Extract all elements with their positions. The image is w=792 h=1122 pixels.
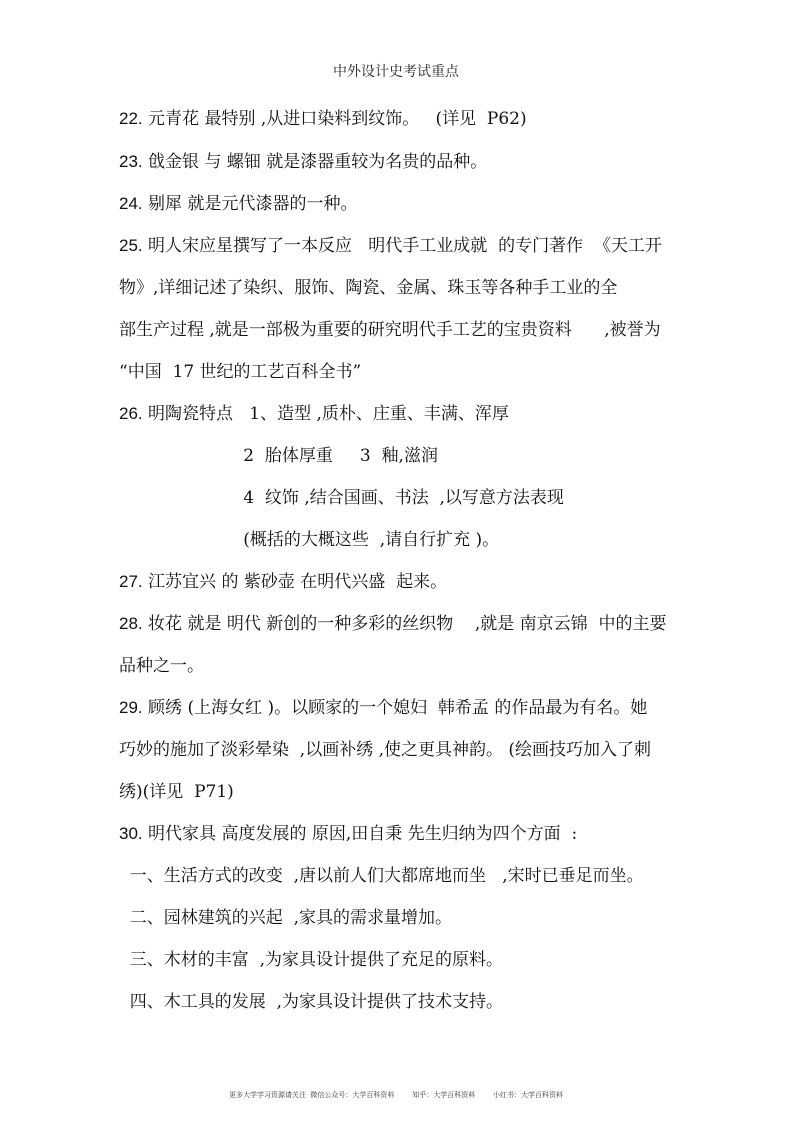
page-header: 中外设计史考试重点 xyxy=(333,64,459,80)
line-text: 4 纹饰 ,结合国画、书法 ,以写意方法表现 xyxy=(119,488,564,508)
line-text: 二、园林建筑的兴起 ,家具的需求量增加。 xyxy=(119,908,453,928)
line-text: “中国 17 世纪的工艺百科全书” xyxy=(119,362,362,382)
line-text: 妆花 就是 明代 新创的一种多彩的丝织物 ,就是 南京云锦 中的主要 xyxy=(142,614,667,634)
item-number: 23. xyxy=(119,152,143,171)
item-number: 28. xyxy=(119,614,143,633)
line-text: 三、木材的丰富 ,为家具设计提供了充足的原料。 xyxy=(119,950,504,970)
item-number: 22. xyxy=(119,109,143,128)
text-line-26 xyxy=(119,403,509,425)
item-number: 27. xyxy=(119,572,143,591)
line-text: 四、木工具的发展 ,为家具设计提供了技术支持。 xyxy=(119,992,504,1012)
line-text: 巧妙的施加了淡彩晕染 ,以画补绣 ,使之更具神韵。 (绘画技巧加入了刺 xyxy=(119,740,652,760)
text-line-25 xyxy=(119,235,662,257)
item-number: 24. xyxy=(119,194,143,213)
text-line-30-point-3 xyxy=(119,949,503,971)
item-number: 25. xyxy=(119,236,143,255)
line-text: 品种之一。 xyxy=(119,656,204,676)
text-line-29-cont-2 xyxy=(119,781,234,803)
text-line-23 xyxy=(119,151,487,173)
text-line-26-cont-1 xyxy=(119,445,438,467)
line-text: 2 胎体厚重 3 釉,滋润 xyxy=(119,446,438,466)
text-line-27 xyxy=(119,571,447,593)
text-line-24 xyxy=(119,193,357,215)
text-line-30-point-4 xyxy=(119,991,503,1013)
item-number: 30. xyxy=(119,824,143,843)
text-line-25-cont-3 xyxy=(119,361,361,383)
line-text: 江苏宜兴 的 紫砂壶 在明代兴盛 起来。 xyxy=(142,572,448,592)
text-line-29 xyxy=(119,697,647,719)
line-text: 部生产过程 ,就是一部极为重要的研究明代手工艺的宝贵资料 ,被誉为 xyxy=(119,320,661,340)
line-text: 绣)(详见 P71) xyxy=(119,782,234,802)
item-number: 26. xyxy=(119,404,143,423)
text-line-28-cont-1 xyxy=(119,655,204,677)
text-line-26-cont-3 xyxy=(119,529,499,551)
line-text: 元青花 最特别 ,从进口染料到纹饰。 (详见 P62) xyxy=(142,109,527,129)
text-line-30 xyxy=(119,823,577,845)
line-text: 戗金银 与 螺钿 就是漆器重较为名贵的品种。 xyxy=(142,152,488,172)
text-line-25-cont-2 xyxy=(119,319,661,341)
line-text: 明人宋应星撰写了一本反应 明代手工业成就 的专门著作 《天工开 xyxy=(142,236,662,256)
text-line-26-cont-2 xyxy=(119,487,564,509)
line-text: 明陶瓷特点 1、造型 ,质朴、庄重、丰满、浑厚 xyxy=(142,404,509,424)
line-text: 一、生活方式的改变 ,唐以前人们大都席地而坐 ,宋时已垂足而坐。 xyxy=(119,866,644,886)
text-line-30-point-1 xyxy=(119,865,644,887)
text-line-25-cont-1 xyxy=(119,277,617,299)
line-text: 顾绣 (上海女红 )。以顾家的一个媳妇 韩希孟 的作品最为有名。她 xyxy=(142,698,648,718)
line-text: (概括的大概这些 ,请自行扩充 )。 xyxy=(119,530,500,550)
text-line-22 xyxy=(119,108,527,130)
page-footer: 更多大学学习资源请关注 微信公众号：大学百科资料 知乎：大学百科资料 小红书：大学百科资料 xyxy=(228,1091,564,1099)
line-text: 剔犀 就是元代漆器的一种。 xyxy=(142,194,358,214)
item-number: 29. xyxy=(119,698,143,717)
line-text: 物》,详细记述了染织、服饰、陶瓷、金属、珠玉等各种手工业的全 xyxy=(119,278,618,298)
text-line-28 xyxy=(119,613,667,635)
text-line-29-cont-1 xyxy=(119,739,651,761)
line-text: 明代家具 高度发展的 原因,田自秉 先生归纳为四个方面 : xyxy=(142,824,578,844)
text-line-30-point-2 xyxy=(119,907,452,929)
